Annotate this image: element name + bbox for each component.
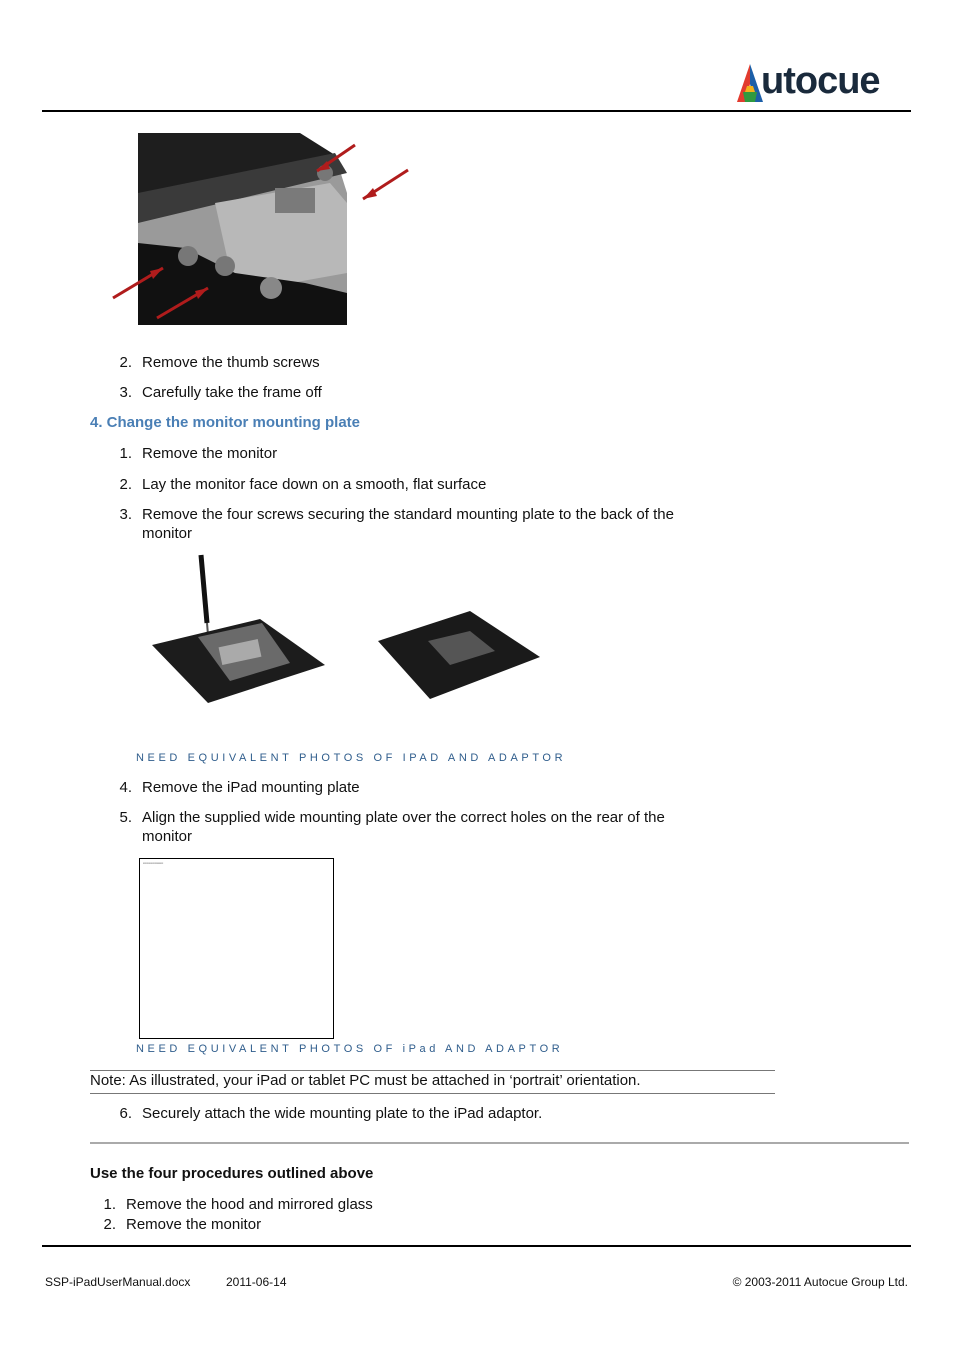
footer-filename: SSP-iPadUserManual.docx — [45, 1275, 191, 1289]
footer-date: 2011-06-14 — [226, 1275, 287, 1289]
list-number: 6. — [119, 1105, 132, 1122]
list-item — [112, 808, 812, 848]
placeholder-tiny-text: ▪▪▪▪▪▪▪▪▪▪▪▪▪▪▪▪▪▪▪ — [143, 861, 164, 865]
list-item — [112, 778, 812, 798]
list-item — [112, 475, 812, 495]
list-number: 5. — [119, 809, 132, 826]
list-text: Remove the monitor — [142, 445, 278, 462]
list-item — [112, 444, 812, 464]
list-text: Remove the four screws securing the standard mounting plate to the back of the — [142, 506, 674, 523]
thumb-screws-photo — [105, 133, 415, 325]
list-number: 3. — [119, 384, 132, 401]
list-item — [112, 383, 812, 403]
list-text: Remove the iPad mounting plate — [142, 779, 360, 796]
list-item — [96, 1195, 796, 1215]
list-text: Remove the thumb screws — [142, 354, 320, 371]
subheading: Use the four procedures outlined above — [90, 1165, 374, 1182]
list-text: Align the supplied wide mounting plate over the correct holes on the rear of the — [142, 809, 665, 826]
footer-rule — [42, 1245, 911, 1247]
note-box — [90, 1070, 775, 1094]
list-text: Lay the monitor face down on a smooth, flat surface — [142, 476, 487, 493]
list-item — [112, 505, 812, 545]
list-number: 1. — [119, 445, 132, 462]
section-heading: 4. Change the monitor mounting plate — [90, 414, 360, 431]
list-text-continued: monitor — [142, 828, 193, 845]
list-text: Remove the monitor — [126, 1216, 262, 1233]
list-number: 4. — [119, 779, 132, 796]
list-text: Securely attach the wide mounting plate to the iPad adaptor. — [142, 1105, 543, 1122]
list-item — [112, 1104, 812, 1124]
autocue-logo — [735, 62, 911, 106]
list-item — [112, 353, 812, 373]
section-divider — [90, 1142, 909, 1144]
list-number: 3. — [119, 506, 132, 523]
photo-caption: NEED EQUIVALENT PHOTOS OF IPAD AND ADAPTOR — [136, 752, 567, 764]
list-number: 2. — [119, 476, 132, 493]
list-item — [96, 1215, 796, 1235]
header-rule — [42, 110, 911, 112]
note-text: Note: As illustrated, your iPad or tablet PC must be attached in ‘portrait’ orientation. — [90, 1072, 641, 1089]
monitor-plate-photos — [150, 553, 550, 708]
logo-wordmark: utocue — [761, 60, 880, 102]
list-text: Remove the hood and mirrored glass — [126, 1196, 373, 1213]
list-text-continued: monitor — [142, 525, 193, 542]
list-number: 2. — [103, 1216, 116, 1233]
list-number: 1. — [103, 1196, 116, 1213]
list-number: 2. — [119, 354, 132, 371]
footer-copyright: © 2003-2011 Autocue Group Ltd. — [732, 1275, 908, 1289]
list-text: Carefully take the frame off — [142, 384, 322, 401]
image-placeholder — [139, 858, 334, 1039]
photo-caption: NEED EQUIVALENT PHOTOS OF iPad AND ADAPTOR — [136, 1043, 564, 1055]
